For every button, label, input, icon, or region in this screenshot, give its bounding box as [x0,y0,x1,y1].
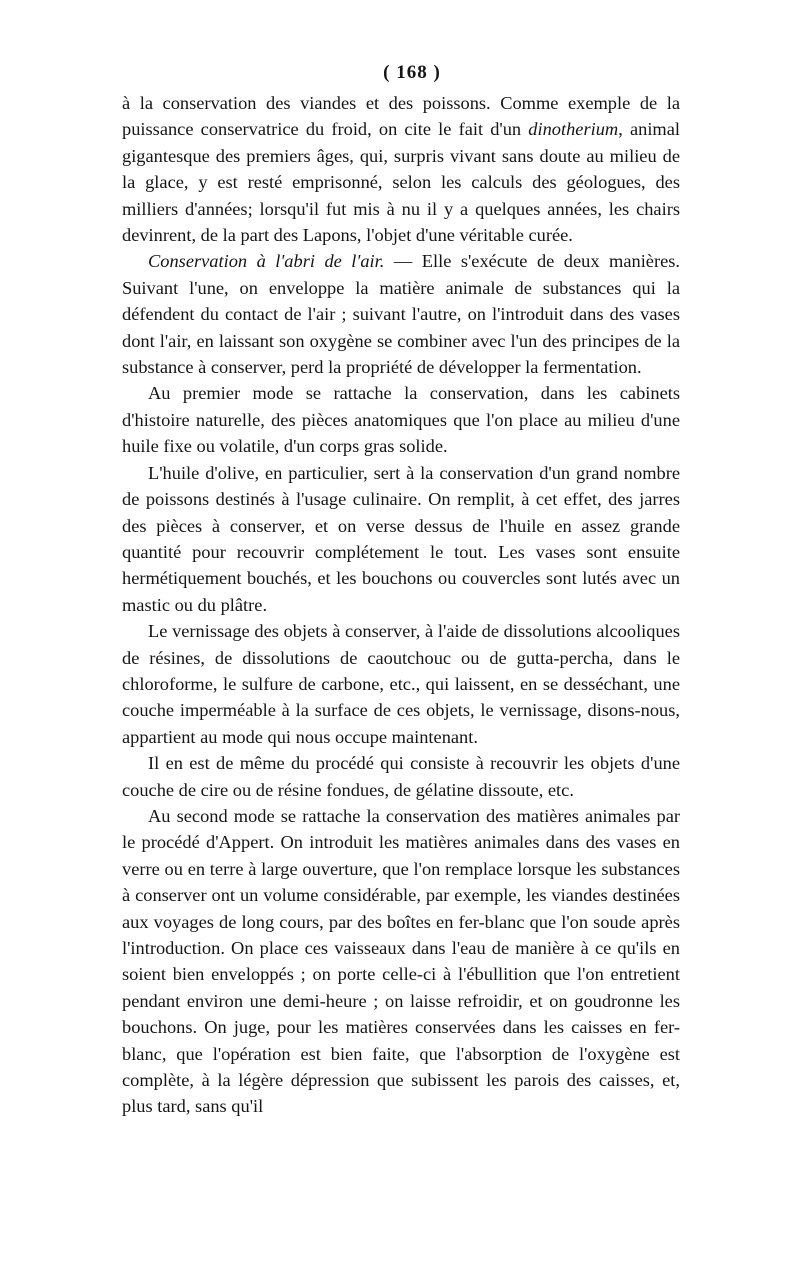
paragraph [122,248,680,380]
paragraph [122,803,680,1120]
paragraph-text: Il en est de même du procédé qui consiste à recouvrir les objets d'une couche de cire ou de résine fondues, de gélatine dissoute, etc. [122,753,680,800]
paragraph-text: à la conservation des viandes et des poissons. Comme exemple de la puissance conservatrice du froid, on cite le fait d'un [122,93,680,140]
paragraph [122,618,680,750]
paragraph [122,90,680,248]
paragraph-text: Le vernissage des objets à conserver, à l'aide de dissolutions alcooliques de résines, de dissolutions de caoutchouc ou de gutta-percha, dans le chloroforme, le sulfure de carbone, etc., qui laissent, en se desséchant, une couche imperméable à la surface de ces objets, le vernissage, disons-nous, appartient au mode qui nous occupe maintenant. [122,621,680,747]
book-page [122,56,680,1120]
section-heading: Conservation à l'abri de l'air. [148,251,385,272]
page-number: ( 168 ) [383,62,441,83]
paragraph-text: , animal gigantesque des premiers âges, qui, surpris vivant sans doute au milieu de la glace, y est resté emprisonné, selon les calculs des géologues, des milliers d'années; lorsqu'il fut mis à nu il y a quelques années, les chairs devinrent, de la part des Lapons, l'objet d'une véritable curée. [122,119,681,246]
paragraph [122,750,680,803]
page-body [122,90,680,1120]
paragraph-text: Au premier mode se rattache la conservation, dans les cabinets d'histoire naturelle, des pièces anatomiques que l'on place au milieu d'une huile fixe ou volatile, d'un corps gras solide. [122,383,680,457]
italic-term: dinotherium [528,119,619,140]
paragraph-text: L'huile d'olive, en particulier, sert à la conservation d'un grand nombre de poissons destinés à l'usage culinaire. On remplit, à cet effet, des jarres des pièces à conserver, et on verse dessus de l'huile en assez grande quantité pour recouvrir complétement le tout. Les vases sont ensuite hermétiquement bouchés, et les bouchons ou couvercles sont lutés avec un mastic ou du plâtre. [122,462,680,615]
paragraph-text: — Elle s'exécute de deux manières. Suivant l'une, on enveloppe la matière animale de substances qui la défendent du contact de l'air ; suivant l'autre, on l'introduit dans des vases dont l'air, en laissant son oxygène se combiner avec l'un des principes de la substance à conserver, perd la propriété de développer la fermentation. [122,251,681,378]
paragraph [122,380,680,459]
paragraph-text: Au second mode se rattache la conservation des matières animales par le procédé d'Appert. On introduit les matières animales dans des vases en verre ou en terre à large ouverture, que l'on remplace lorsque les substances à conserver ont un volume considérable, par exemple, les viandes destinées aux voyages de long cours, par des boîtes en fer-blanc que l'on soude après l'introduction. On place ces vaisseaux dans l'eau de manière à ce qu'ils en soient bien enveloppés ; on porte celle-ci à l'ébullition que l'on entretient pendant environ une demi-heure ; on laisse refroidir, et on goudronne les bouchons. On juge, pour les matières conservées dans les caisses en fer-blanc, que l'opération est bien faite, que l'absorption de l'oxygène est complète, à la légère dépression que subissent les parois des caisses, et, plus tard, sans qu'il [122,805,680,1117]
paragraph [122,460,680,618]
